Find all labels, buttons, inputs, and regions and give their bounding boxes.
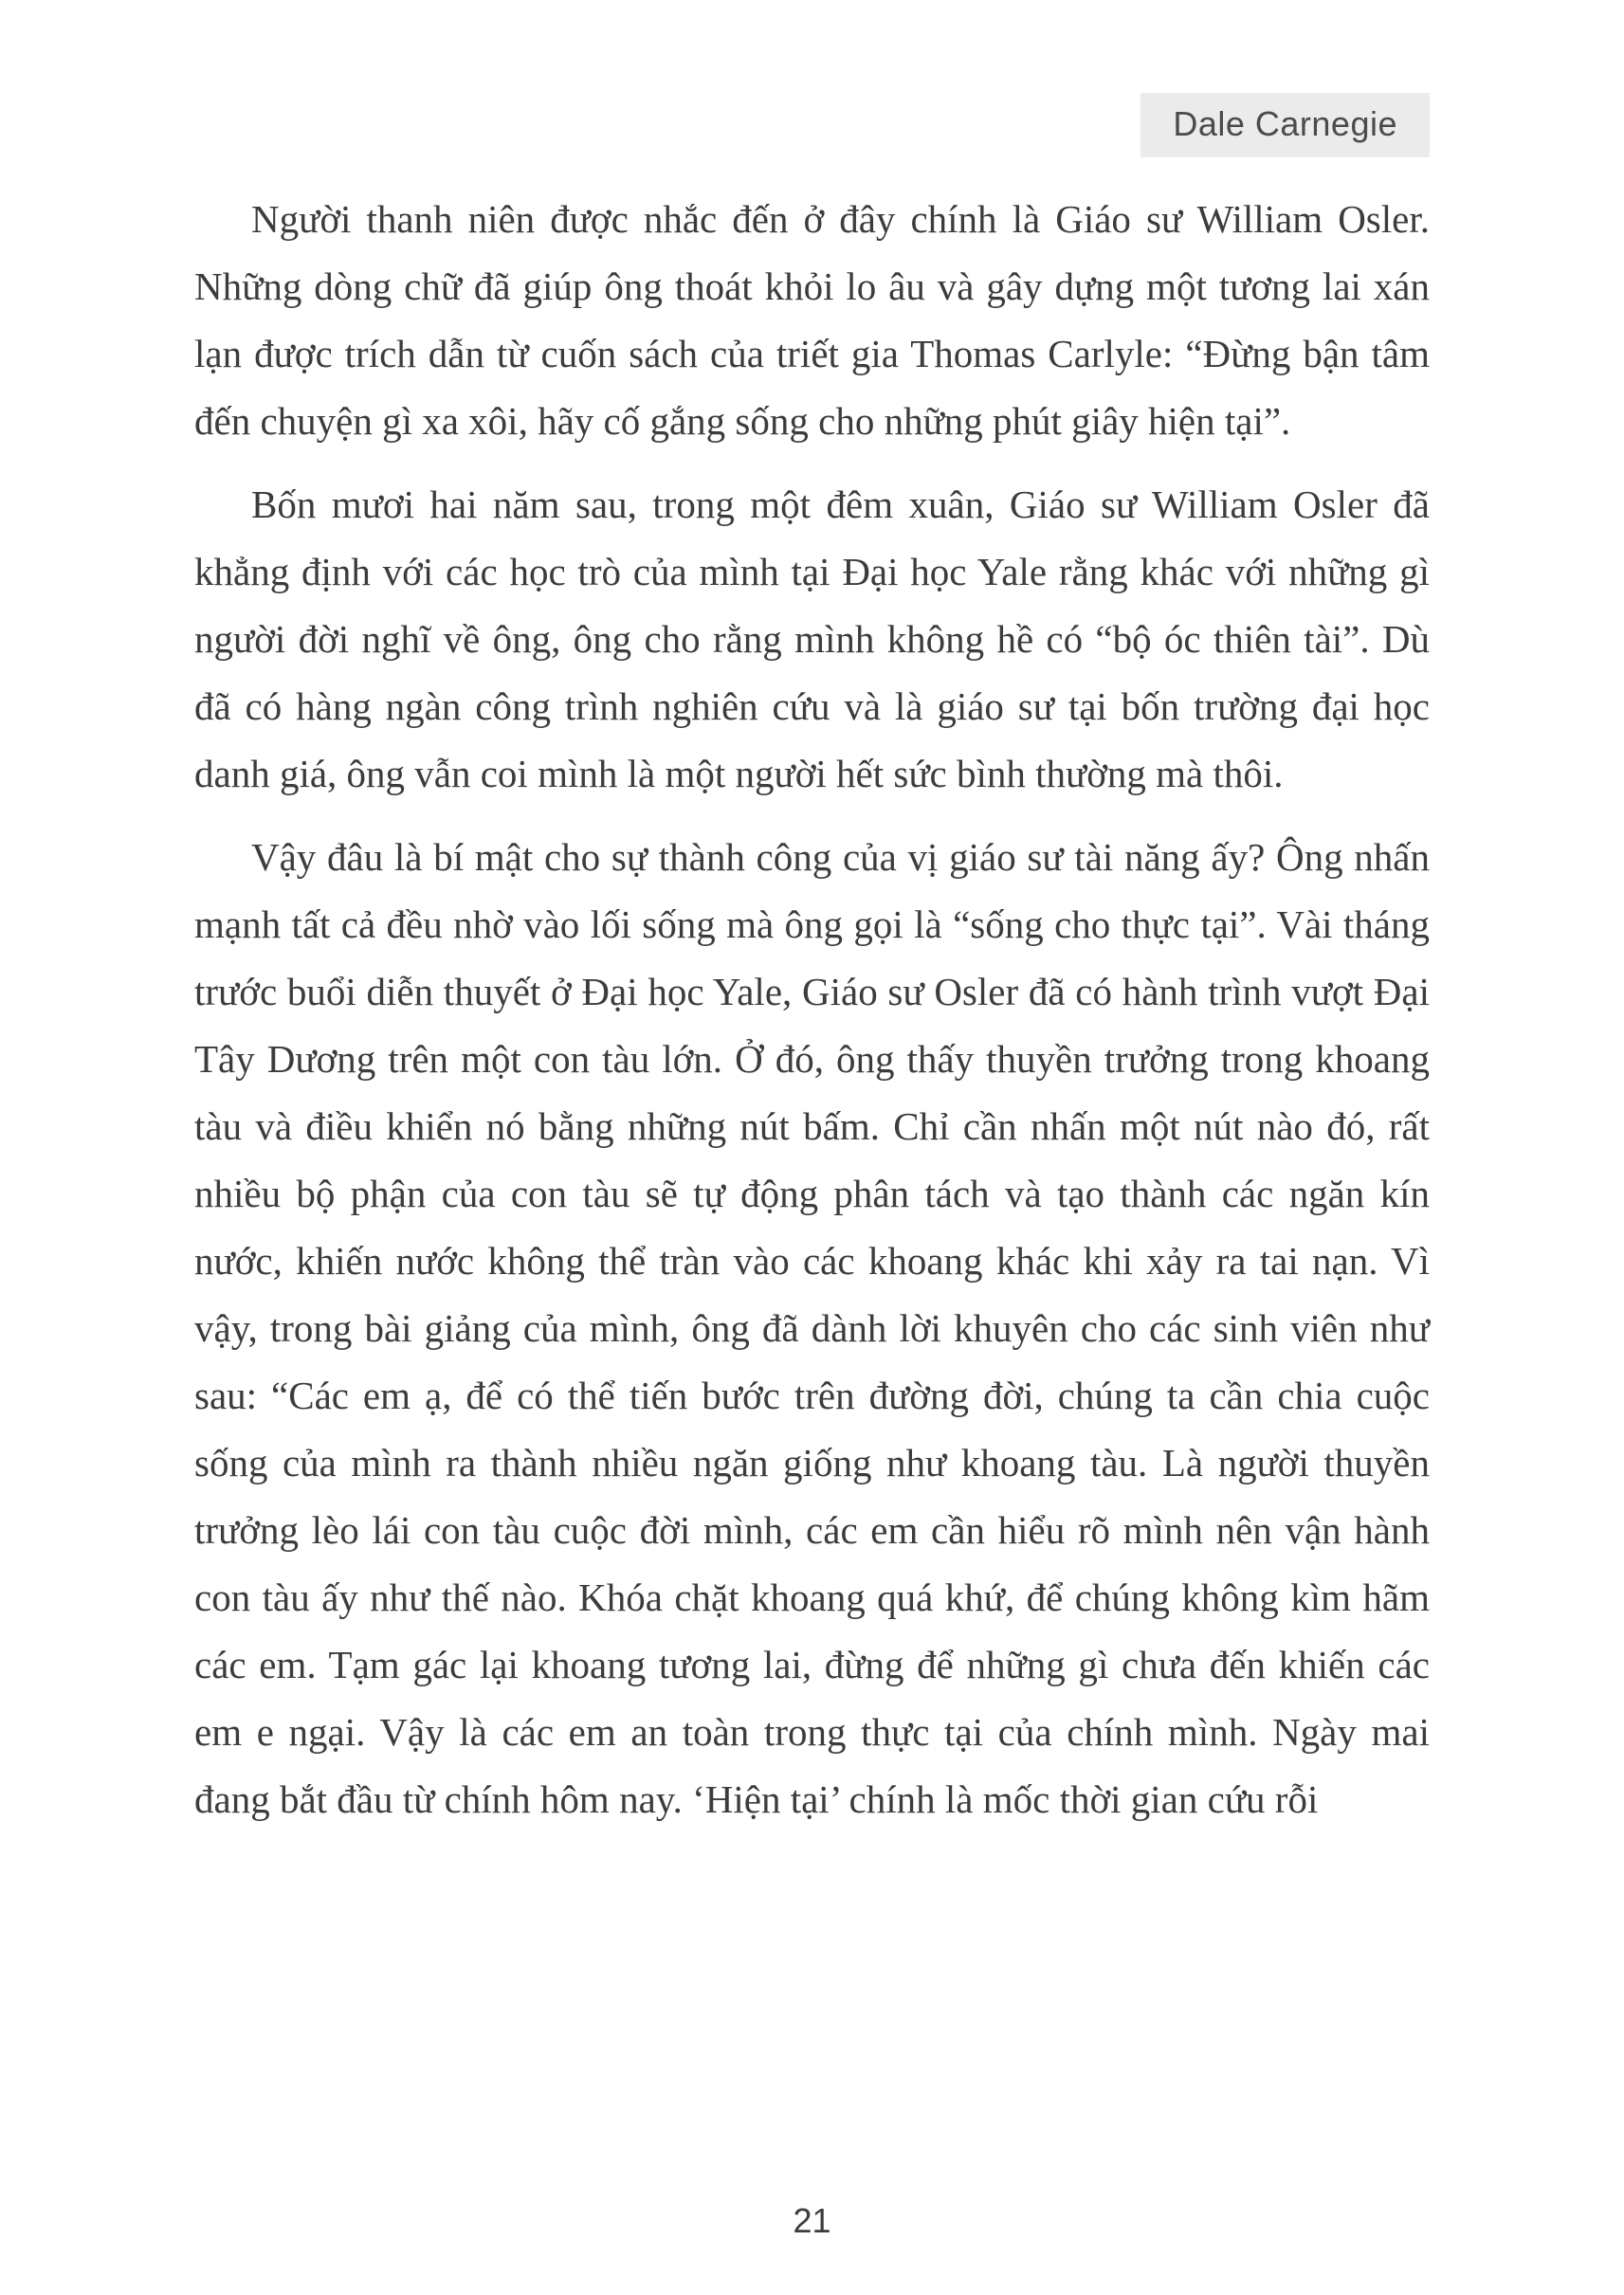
page-number: 21: [793, 2201, 831, 2240]
body-paragraph: Người thanh niên được nhắc đến ở đây chính là Giáo sư William Osler. Những dòng chữ đã giúp ông thoát khỏi lo âu và gây dựng một tương lai xán lạn được trích dẫn từ cuốn sách của triết gia Thomas Carlyle: “Đừng bận tâm đến chuyện gì xa xôi, hãy cố gắng sống cho những phút giây hiện tại”.: [194, 197, 1430, 443]
body-paragraph: Vậy đâu là bí mật cho sự thành công của vị giáo sư tài năng ấy? Ông nhấn mạnh tất cả đều nhờ vào lối sống mà ông gọi là “sống cho thực tại”. Vài tháng trước buổi diễn thuyết ở Đại học Yale, Giáo sư Osler đã có hành trình vượt Đại Tây Dương trên một con tàu lớn. Ở đó, ông thấy thuyền trưởng trong khoang tàu và điều khiển nó bằng những nút bấm. Chỉ cần nhấn một nút nào đó, rất nhiều bộ phận của con tàu sẽ tự động phân tách và tạo thành các ngăn kín nước, khiến nước không thể tràn vào các khoang khác khi xảy ra tai nạn. Vì vậy, trong bài giảng của mình, ông đã dành lời khuyên cho các sinh viên như sau: “Các em ạ, để có thể tiến bước trên đường đời, chúng ta cần chia cuộc sống của mình ra thành nhiều ngăn giống như khoang tàu. Là người thuyền trưởng lèo lái con tàu cuộc đời mình, các em cần hiểu rõ mình nên vận hành con tàu ấy như thế nào. Khóa chặt khoang quá khứ, để chúng không kìm hãm các em. Tạm gác lại khoang tương lai, đừng để những gì chưa đến khiến các em e ngại. Vậy là các em an toàn trong thực tại của chính mình. Ngày mai đang bắt đầu từ chính hôm nay. ‘Hiện tại’ chính là mốc thời gian cứu rỗi: [194, 835, 1430, 1821]
running-header-badge: [1140, 93, 1430, 157]
author-name-label: Dale Carnegie: [1173, 104, 1397, 143]
body-paragraph: Bốn mươi hai năm sau, trong một đêm xuân, Giáo sư William Osler đã khẳng định với các học trò của mình tại Đại học Yale rằng khác với những gì người đời nghĩ về ông, ông cho rằng mình không hề có “bộ óc thiên tài”. Dù đã có hàng ngàn công trình nghiên cứu và là giáo sư tại bốn trường đại học danh giá, ông vẫn coi mình là một người hết sức bình thường mà thôi.: [194, 483, 1430, 795]
page-body: [194, 186, 1430, 1833]
